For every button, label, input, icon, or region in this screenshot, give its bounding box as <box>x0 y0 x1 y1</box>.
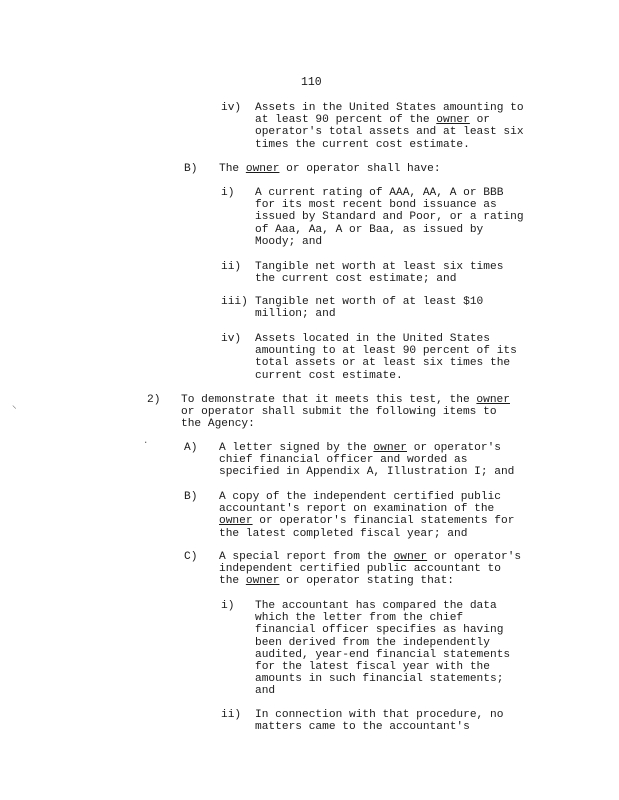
text-line: the Agency: <box>181 418 255 431</box>
text-line: chief financial officer and worded as <box>219 454 468 467</box>
text-line: for its most recent bond issuance as <box>255 199 497 212</box>
underlined-term: owner <box>219 515 253 528</box>
underlined-term: owner <box>476 394 510 406</box>
item-label-iv-first: iv) <box>221 102 242 114</box>
text-line: or operator shall submit the following items to <box>181 406 497 419</box>
text-line: audited, year-end financial statements <box>255 648 511 661</box>
text-line: amounting to at least 90 percent of its <box>255 345 517 358</box>
underlined-term: owner <box>436 114 470 127</box>
item-label-i-first: i) <box>221 187 235 199</box>
text-line: A current rating of AAA, AA, A or BBB <box>255 187 504 199</box>
item-text-B-first <box>219 163 441 175</box>
text-line: matters came to the accountant's <box>255 721 470 734</box>
text-line: A special report from the owner or operator's <box>219 551 522 563</box>
text-line: operator's total assets and at least six <box>255 126 524 139</box>
text-line: amounts in such financial statements; <box>255 673 504 686</box>
item-text-iii-first <box>255 296 483 320</box>
text-line: owner or operator's financial statements for <box>219 515 515 528</box>
text-line: Assets in the United States amounting to <box>255 102 524 114</box>
text-line: A copy of the independent certified public <box>219 491 501 503</box>
item-text-i-second <box>255 600 510 698</box>
item-label-two: 2) <box>147 394 161 406</box>
item-label-iv-second: iv) <box>221 333 242 345</box>
item-text-ii-second <box>255 709 503 733</box>
underlined-term: owner <box>245 163 280 175</box>
text-line: times the current cost estimate. <box>255 138 470 151</box>
text-line: the owner or operator stating that: <box>219 575 454 588</box>
item-text-C <box>219 551 521 588</box>
scan-speck: · <box>143 438 149 448</box>
text-line: of Aaa, Aa, A or Baa, as issued by <box>255 223 484 236</box>
item-label-i-second: i) <box>221 600 235 612</box>
underlined-term: owner <box>393 551 428 563</box>
text-line: for the latest fiscal year with the <box>255 661 490 674</box>
item-label-A: A) <box>184 442 198 454</box>
item-label-C: C) <box>184 551 198 563</box>
item-label-iii-first: iii) <box>221 296 248 308</box>
text-line: Moody; and <box>255 235 323 248</box>
item-label-ii-first: ii) <box>221 261 242 273</box>
underlined-term: owner <box>373 442 407 454</box>
text-line: issued by Standard and Poor, or a rating <box>255 211 524 224</box>
text-line: independent certified public accountant to <box>219 563 501 576</box>
text-line: which the letter from the chief <box>255 612 464 625</box>
text-line: million; and <box>255 308 336 321</box>
page-number: 110 <box>301 76 322 89</box>
text-line: and <box>255 685 276 698</box>
text-line: the current cost estimate; and <box>255 273 457 286</box>
text-line: at least 90 percent of the owner or <box>255 114 491 127</box>
item-text-ii-first <box>255 261 503 285</box>
item-text-iv-first <box>255 102 524 151</box>
underlined-term: owner <box>245 575 280 588</box>
item-label-ii-second: ii) <box>221 709 242 721</box>
text-line: been derived from the independently <box>255 636 490 649</box>
scan-speck: ⸜ <box>12 401 17 411</box>
item-text-B-second <box>219 491 514 540</box>
item-text-A <box>219 442 514 479</box>
text-line: financial officer specifies as having <box>255 624 504 637</box>
item-text-i-first <box>255 187 524 248</box>
text-line: To demonstrate that it meets this test, the owner <box>181 394 510 406</box>
text-line: current cost estimate. <box>255 369 403 382</box>
text-line: The accountant has compared the data <box>255 600 497 612</box>
text-line: accountant's report on examination of the <box>219 503 495 516</box>
text-line: the latest completed fiscal year; and <box>219 527 468 540</box>
text-line: Assets located in the United States <box>255 333 490 345</box>
text-line: total assets or at least six times the <box>255 357 511 370</box>
text-line: The owner or operator shall have: <box>219 163 441 175</box>
text-line: specified in Appendix A, Illustration I; and <box>219 466 515 479</box>
text-line: In connection with that procedure, no <box>255 709 504 721</box>
item-text-two <box>181 394 510 431</box>
text-line: Tangible net worth of at least $10 <box>255 296 484 308</box>
item-text-iv-second <box>255 333 517 382</box>
item-label-B-second: B) <box>184 491 198 503</box>
text-line: Tangible net worth at least six times <box>255 261 504 273</box>
text-line: A letter signed by the owner or operator's <box>219 442 501 454</box>
item-label-B-first: B) <box>184 163 198 175</box>
